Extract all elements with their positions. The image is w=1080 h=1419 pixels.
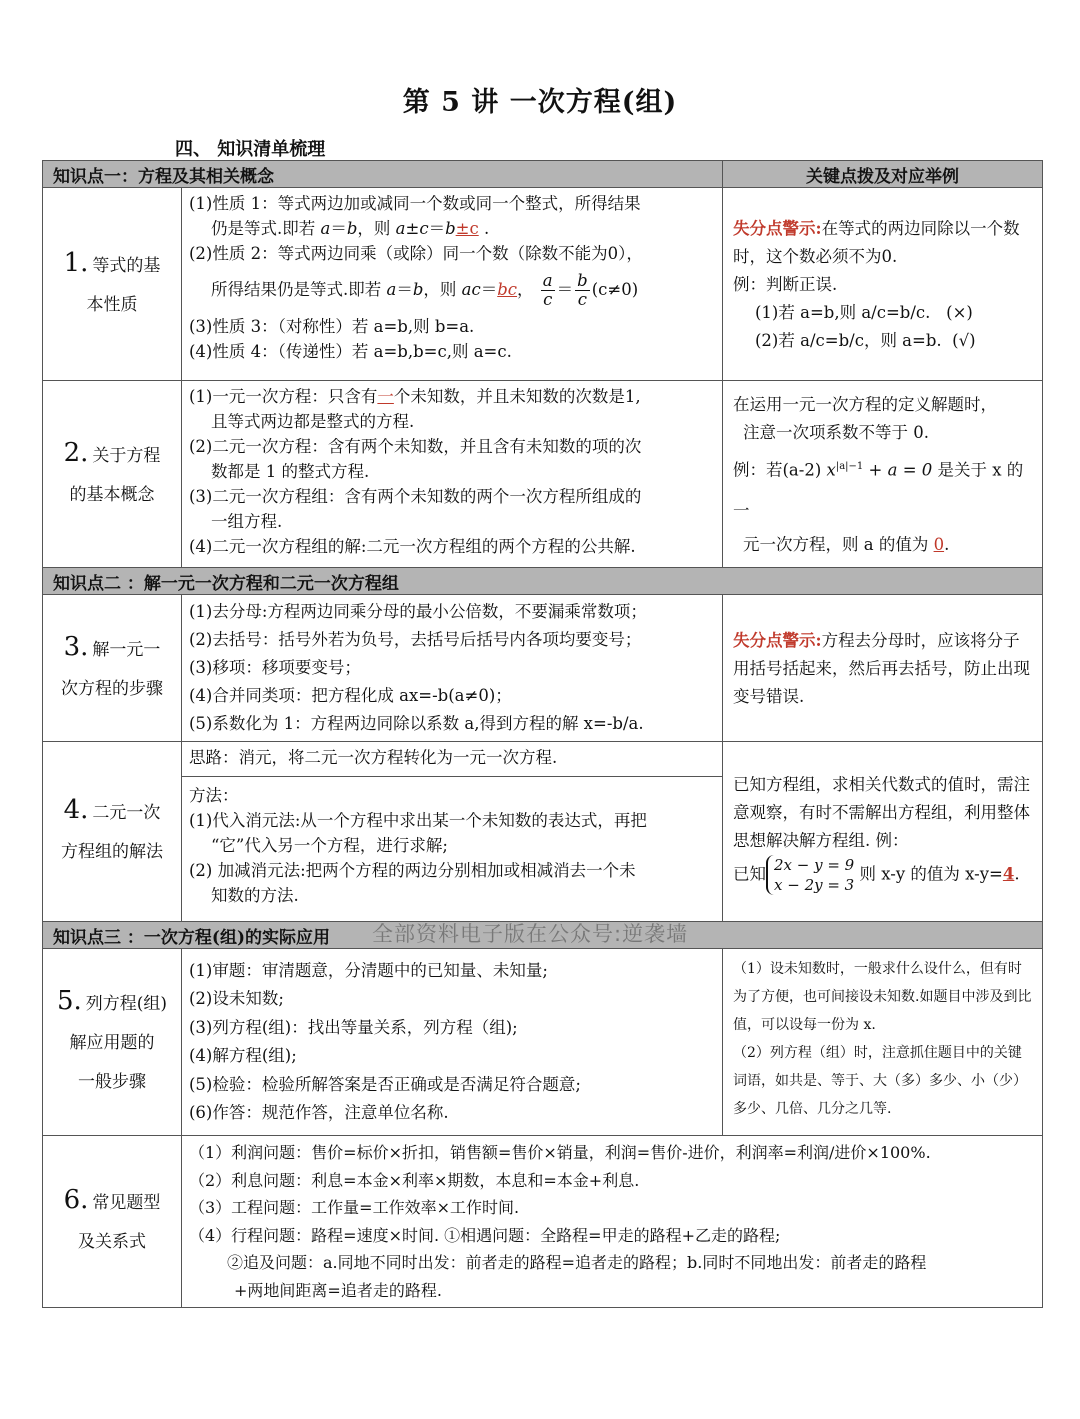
row-number: 6.: [63, 1185, 89, 1215]
note-text: 元一次方程，则 a 的值为 0.: [743, 534, 950, 554]
content-line: (5)检验：检验所解答案是否正确或是否满足符合题意;: [189, 1074, 581, 1094]
table-row: [43, 595, 1043, 742]
content-line: (1)代入消元法:从一个方程中求出某一个未知数的表达式，再把: [189, 811, 647, 830]
header-knowledge-1: 知识点一：方程及其相关概念: [43, 161, 723, 188]
category-label: 二元一次: [92, 803, 161, 823]
category-cell: [43, 1136, 182, 1308]
note-text: （2）列方程（组）时，注意抓住题目中的关键词语，如共是、等于、大（多）多少、小（少）多少、几倍、几分之几等.: [733, 1045, 1027, 1117]
content-line: (2)去括号：括号外若为负号，去括号后括号内各项均要变号；: [189, 630, 642, 649]
fraction: $\frac{a}{c}$: [542, 271, 553, 309]
content-line: (3)性质 3：（对称性）若 a=b,则 b=a.: [189, 317, 475, 336]
content-line: ②追及问题：a.同地不同时出发：前者走的路程=追者走的路程；b.同时不同地出发：前者走的路程: [227, 1253, 927, 1272]
content-line: “它”代入另一个方程，进行求解;: [211, 836, 448, 855]
content-cell: [182, 1136, 1043, 1308]
header-key-points: 关键点拨及对应举例: [723, 161, 1043, 188]
answer-fill: 一: [377, 387, 394, 406]
note-cell: [723, 188, 1043, 381]
content-line: (1)审题：审清题意，分清题中的已知量、未知量;: [189, 960, 548, 980]
content-line: (3)二元一次方程组：含有两个未知数的两个一次方程所组成的: [189, 487, 642, 506]
category-label: 一般步骤: [78, 1072, 146, 1092]
category-cell: [43, 595, 182, 742]
warning-label: 失分点警示:: [733, 631, 822, 650]
content-line: (1)性质 1：等式两边加或减同一个数或同一个整式，所得结果: [189, 194, 641, 213]
header-row-2: [43, 568, 1043, 595]
row-number: 1.: [63, 247, 89, 278]
note-text: 失分点警示:在等式的两边同除以一个数时，这个数必须不为0.: [733, 219, 1020, 266]
note-text: (1)若 a=b,则 a/c=b/c. (×): [755, 303, 973, 322]
note-cell: [723, 742, 1043, 922]
category-cell: [43, 188, 182, 381]
content-line: (5)系数化为 1：方程两边同除以系数 a,得到方程的解 x=-b/a.: [189, 714, 644, 733]
content-line: （3）工程问题：工作量=工作效率×工作时间.: [189, 1198, 520, 1217]
watermark-text: 全部资料电子版在公众号:逆袭墙: [372, 922, 689, 946]
content-line: 知数的方法.: [211, 886, 299, 905]
row-number: 3.: [63, 631, 89, 662]
content-line: (1)去分母:方程两边同乘分母的最小公倍数，不要漏乘常数项；: [189, 602, 647, 621]
idea-line: 思路：消元，将二元一次方程转化为一元一次方程.: [182, 742, 722, 777]
category-label: 解一元一: [92, 639, 161, 660]
fraction: $\frac{b}{c}$: [577, 271, 588, 309]
content-line: 一组方程.: [211, 512, 283, 531]
content-cell: [182, 188, 723, 381]
answer-fill: 4: [1002, 864, 1015, 883]
category-label: 关于方程: [92, 445, 161, 466]
category-label: 及关系式: [78, 1232, 146, 1252]
content-line: (4)解方程(组);: [189, 1046, 297, 1065]
content-line: (2) 加减消元法:把两个方程的两边分别相加或相减消去一个未: [189, 861, 636, 880]
content-line: (2)设未知数;: [189, 989, 284, 1008]
note-text: （1）设未知数时，一般求什么设什么，但有时为了方便，也可间接设未知数.如题目中涉及到比值，可以设每一份为 x.: [733, 961, 1032, 1033]
category-label: 本性质: [86, 294, 138, 315]
table-row: [43, 949, 1043, 1136]
note-text: 失分点警示:方程去分母时，应该将分子用括号括起来，然后再去括号，防止出现变号错误.: [733, 631, 1030, 706]
content-line: 且等式两边都是整式的方程.: [211, 412, 415, 431]
table-row: [43, 1136, 1043, 1308]
note-cell: [723, 381, 1043, 568]
table-row: [43, 188, 1043, 381]
content-line: (4)合并同类项：把方程化成 ax=-b(a≠0)；: [189, 686, 512, 705]
table-row: [43, 742, 1043, 922]
content-line: (3)移项：移项要变号；: [189, 658, 361, 677]
content-line: (1)一元一次方程：只含有一个未知数，并且未知数的次数是1,: [189, 387, 641, 406]
note-text: (2)若 a/c=b/c，则 a=b. (√): [755, 331, 976, 350]
header-knowledge-3: 知识点三 ：一次方程(组)的实际应用: [43, 922, 1043, 949]
note-cell: [723, 595, 1043, 742]
content-line: +两地间距离=追者走的路程.: [234, 1280, 442, 1300]
warning-label: 失分点警示:: [733, 219, 822, 238]
note-text: 注意一次项系数不等于 0.: [743, 423, 929, 443]
category-label: 等式的基: [92, 255, 161, 276]
page-title: 第 5 讲 一次方程(组): [402, 87, 678, 118]
category-label: 常见题型: [92, 1193, 161, 1213]
content-line: 仍是等式.即若 a＝b，则 a±c＝b±c .: [211, 219, 490, 238]
answer-fill: ±c: [455, 219, 479, 238]
answer-fill: 0: [933, 534, 945, 554]
category-cell: [43, 949, 182, 1136]
content-cell: [182, 949, 723, 1136]
equation-system: 2x − y = 9 x − 2y = 3: [766, 855, 854, 895]
category-label: 列方程(组): [85, 994, 168, 1014]
content-line: (4)性质 4：（传递性）若 a=b,b=c,则 a=c.: [189, 342, 512, 361]
category-label: 解应用题的: [69, 1033, 155, 1053]
content-line: (6)作答：规范作答，注意单位名称.: [189, 1103, 449, 1122]
note-text: 例：判断正误.: [733, 275, 838, 294]
category-label: 的基本概念: [69, 484, 155, 505]
header-row-1: [43, 161, 1043, 188]
content-line: (4)二元一次方程组的解:二元一次方程组的两个方程的公共解.: [189, 537, 636, 556]
category-label: 次方程的步骤: [61, 678, 163, 699]
content-line: (2)性质 2：等式两边同乘（或除）同一个数（除数不能为0），: [189, 244, 643, 263]
content-line: (3)列方程(组)：找出等量关系，列方程（组);: [189, 1017, 518, 1037]
note-text: 已知方程组，求相关代数式的值时，需注意观察，有时不需解出方程组，利用整体思想解决解方程组. 例：: [733, 774, 1030, 850]
content-line: 方法：: [189, 786, 239, 805]
note-text: 例：若(a-2) $x^{|a|-1} + a = 0$ 是关于 x 的一: [733, 460, 1024, 520]
header-knowledge-2: 知识点二 ：解一元一次方程和二元一次方程组: [43, 568, 1043, 595]
content-line: （1）利润问题：售价=标价×折扣，销售额=售价×销量，利润=售价-进价，利润率=利润/进价×100%.: [189, 1143, 931, 1162]
content-cell: [182, 595, 723, 742]
row-number: 2.: [63, 437, 89, 468]
content-line: 数都是 1 的整式方程.: [211, 462, 370, 481]
content-line: (2)二元一次方程：含有两个未知数，并且含有未知数的项的次: [189, 437, 642, 456]
content-line: （2）利息问题：利息=本金×利率×期数，本息和=本金+利息.: [189, 1170, 640, 1190]
row-number: 5.: [56, 986, 82, 1016]
content-cell: [182, 381, 723, 568]
row-number: 4.: [63, 795, 89, 825]
note-cell: [723, 949, 1043, 1136]
knowledge-table: [42, 160, 1043, 1308]
content-cell: [182, 742, 723, 922]
content-line: （4）行程问题：路程=速度×时间. ①相遇问题：全路程=甲走的路程+乙走的路程;: [189, 1225, 781, 1245]
category-cell: [43, 381, 182, 568]
answer-fill: bc: [497, 280, 518, 299]
note-text: 已知 2x − y = 9 x − 2y = 3 则 x-y 的值为 x-y=4.: [733, 855, 1020, 894]
category-cell: [43, 742, 182, 922]
section-heading: 四、 知识清单梳理: [175, 139, 326, 160]
content-line: 所得结果仍是等式.即若 a＝b，则 ac＝bc， $\frac{a}{c}$ ＝ $\frac{b}{c}$ (c≠0): [211, 271, 639, 309]
category-label: 方程组的解法: [61, 842, 163, 862]
table-row: [43, 381, 1043, 568]
note-text: 在运用一元一次方程的定义解题时，: [733, 395, 997, 415]
